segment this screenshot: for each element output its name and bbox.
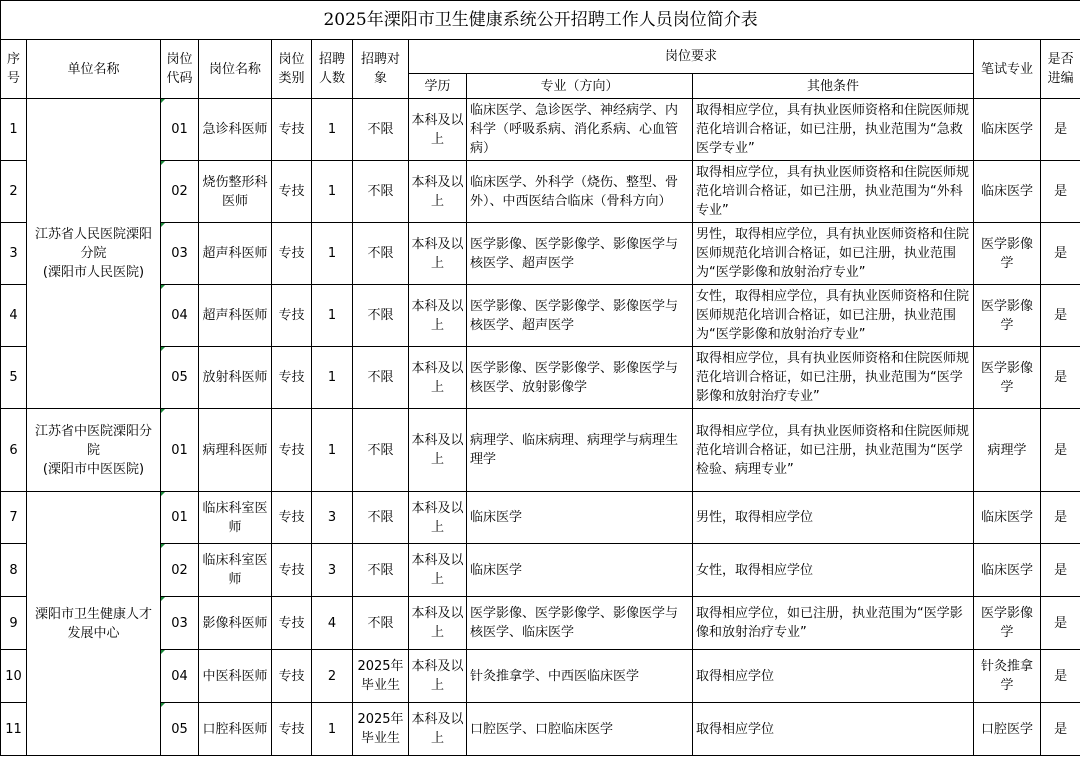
- cell-exam: 医学影像学: [974, 347, 1041, 409]
- cell-exam: 临床医学: [974, 544, 1041, 597]
- cell-target: 不限: [353, 223, 409, 285]
- cell-education: 本科及以上: [409, 223, 467, 285]
- cell-major: 医学影像、医学影像学、影像医学与核医学、超声医学: [467, 285, 693, 347]
- table-row: [1, 347, 1080, 409]
- cell-seq: 11: [1, 703, 27, 756]
- header-major: 专业（方向）: [467, 74, 693, 99]
- cell-seq: 1: [1, 99, 27, 161]
- table-row: [1, 650, 1080, 703]
- cell-interview: 是: [1041, 347, 1080, 409]
- cell-category: 专技: [272, 703, 312, 756]
- cell-count: 1: [312, 285, 353, 347]
- cell-count: 1: [312, 347, 353, 409]
- cell-category: 专技: [272, 409, 312, 492]
- cell-unit: 江苏省人民医院溧阳分院 (溧阳市人民医院): [27, 99, 161, 409]
- cell-category: 专技: [272, 99, 312, 161]
- cell-exam: 医学影像学: [974, 223, 1041, 285]
- cell-code: 05: [161, 347, 199, 409]
- cell-exam: 针灸推拿学: [974, 650, 1041, 703]
- cell-other: 取得相应学位，具有执业医师资格和住院医师规范化培训合格证，如已注册，执业范围为“医学影像和放射治疗专业”: [693, 347, 974, 409]
- cell-name: 放射科医师: [199, 347, 272, 409]
- header-seq: 序号: [1, 40, 27, 99]
- cell-category: 专技: [272, 544, 312, 597]
- cell-major: 临床医学: [467, 492, 693, 544]
- cell-major: 医学影像、医学影像学、影像医学与核医学、超声医学: [467, 223, 693, 285]
- cell-seq: 4: [1, 285, 27, 347]
- cell-education: 本科及以上: [409, 161, 467, 223]
- table-row: [1, 161, 1080, 223]
- table-row: [1, 409, 1080, 492]
- header-education: 学历: [409, 74, 467, 99]
- header-target: 招聘对象: [353, 40, 409, 99]
- cell-education: 本科及以上: [409, 409, 467, 492]
- cell-interview: 是: [1041, 99, 1080, 161]
- cell-interview: 是: [1041, 650, 1080, 703]
- table-row: [1, 99, 1080, 161]
- cell-count: 4: [312, 597, 353, 650]
- cell-count: 1: [312, 161, 353, 223]
- cell-seq: 10: [1, 650, 27, 703]
- cell-target: 不限: [353, 99, 409, 161]
- header-interview: 是否进编: [1041, 40, 1080, 99]
- cell-count: 1: [312, 223, 353, 285]
- cell-other: 取得相应学位，具有执业医师资格和住院医师规范化培训合格证，如已注册，执业范围为“医学检验、病理专业”: [693, 409, 974, 492]
- cell-code: 01: [161, 492, 199, 544]
- cell-name: 临床科室医师: [199, 544, 272, 597]
- cell-category: 专技: [272, 650, 312, 703]
- cell-major: 临床医学、外科学（烧伤、整型、骨外）、中西医结合临床（骨科方向）: [467, 161, 693, 223]
- cell-target: 2025年毕业生: [353, 650, 409, 703]
- cell-name: 超声科医师: [199, 223, 272, 285]
- cell-category: 专技: [272, 285, 312, 347]
- cell-interview: 是: [1041, 492, 1080, 544]
- cell-other: 男性，取得相应学位，具有执业医师资格和住院医师规范化培训合格证，如已注册，执业范围为“医学影像和放射治疗专业”: [693, 223, 974, 285]
- cell-count: 1: [312, 99, 353, 161]
- header-category: 岗位类别: [272, 40, 312, 99]
- cell-major: 临床医学: [467, 544, 693, 597]
- cell-code: 02: [161, 544, 199, 597]
- cell-unit: 溧阳市卫生健康人才发展中心: [27, 492, 161, 756]
- cell-name: 影像科医师: [199, 597, 272, 650]
- cell-unit: 江苏省中医院溧阳分院 (溧阳市中医医院): [27, 409, 161, 492]
- cell-seq: 8: [1, 544, 27, 597]
- cell-target: 不限: [353, 347, 409, 409]
- cell-target: 不限: [353, 161, 409, 223]
- cell-exam: 临床医学: [974, 492, 1041, 544]
- cell-code: 01: [161, 409, 199, 492]
- cell-seq: 9: [1, 597, 27, 650]
- cell-name: 中医科医师: [199, 650, 272, 703]
- cell-education: 本科及以上: [409, 703, 467, 756]
- cell-education: 本科及以上: [409, 99, 467, 161]
- cell-interview: 是: [1041, 161, 1080, 223]
- cell-category: 专技: [272, 223, 312, 285]
- cell-other: 女性，取得相应学位，具有执业医师资格和住院医师规范化培训合格证，如已注册，执业范围为“医学影像和放射治疗专业”: [693, 285, 974, 347]
- cell-category: 专技: [272, 492, 312, 544]
- cell-category: 专技: [272, 347, 312, 409]
- table-row: [1, 492, 1080, 544]
- cell-seq: 2: [1, 161, 27, 223]
- cell-name: 烧伤整形科医师: [199, 161, 272, 223]
- cell-other: 取得相应学位，如已注册，执业范围为“医学影像和放射治疗专业”: [693, 597, 974, 650]
- cell-name: 口腔科医师: [199, 703, 272, 756]
- cell-major: 医学影像、医学影像学、影像医学与核医学、临床医学: [467, 597, 693, 650]
- cell-education: 本科及以上: [409, 347, 467, 409]
- cell-code: 01: [161, 99, 199, 161]
- cell-target: 不限: [353, 544, 409, 597]
- cell-code: 02: [161, 161, 199, 223]
- cell-interview: 是: [1041, 544, 1080, 597]
- table-row: [1, 597, 1080, 650]
- cell-exam: 口腔医学: [974, 703, 1041, 756]
- table-title: 2025年溧阳市卫生健康系统公开招聘工作人员岗位简介表: [1, 1, 1080, 40]
- cell-major: 医学影像、医学影像学、影像医学与核医学、放射影像学: [467, 347, 693, 409]
- cell-code: 03: [161, 223, 199, 285]
- cell-interview: 是: [1041, 703, 1080, 756]
- table-row: [1, 223, 1080, 285]
- cell-major: 针灸推拿学、中西医临床医学: [467, 650, 693, 703]
- cell-name: 超声科医师: [199, 285, 272, 347]
- cell-count: 3: [312, 544, 353, 597]
- cell-other: 取得相应学位: [693, 703, 974, 756]
- header-name: 岗位名称: [199, 40, 272, 99]
- cell-name: 病理科医师: [199, 409, 272, 492]
- cell-name: 临床科室医师: [199, 492, 272, 544]
- cell-other: 男性，取得相应学位: [693, 492, 974, 544]
- header-unit: 单位名称: [27, 40, 161, 99]
- cell-exam: 临床医学: [974, 99, 1041, 161]
- cell-count: 3: [312, 492, 353, 544]
- cell-education: 本科及以上: [409, 544, 467, 597]
- cell-interview: 是: [1041, 597, 1080, 650]
- cell-target: 不限: [353, 409, 409, 492]
- cell-exam: 病理学: [974, 409, 1041, 492]
- cell-seq: 5: [1, 347, 27, 409]
- header-count: 招聘人数: [312, 40, 353, 99]
- cell-target: 2025年毕业生: [353, 703, 409, 756]
- cell-count: 2: [312, 650, 353, 703]
- table-row: [1, 544, 1080, 597]
- cell-seq: 3: [1, 223, 27, 285]
- cell-seq: 7: [1, 492, 27, 544]
- table-row: [1, 285, 1080, 347]
- table-row: [1, 703, 1080, 756]
- cell-interview: 是: [1041, 285, 1080, 347]
- cell-other: 女性，取得相应学位: [693, 544, 974, 597]
- cell-education: 本科及以上: [409, 285, 467, 347]
- cell-education: 本科及以上: [409, 650, 467, 703]
- cell-target: 不限: [353, 492, 409, 544]
- header-exam: 笔试专业: [974, 40, 1041, 99]
- cell-major: 临床医学、急诊医学、神经病学、内科学（呼吸系病、消化系病、心血管病）: [467, 99, 693, 161]
- cell-major: 病理学、临床病理、病理学与病理生理学: [467, 409, 693, 492]
- cell-other: 取得相应学位，具有执业医师资格和住院医师规范化培训合格证，如已注册，执业范围为“外科专业”: [693, 161, 974, 223]
- cell-other: 取得相应学位: [693, 650, 974, 703]
- header-code: 岗位代码: [161, 40, 199, 99]
- cell-education: 本科及以上: [409, 492, 467, 544]
- cell-interview: 是: [1041, 409, 1080, 492]
- cell-count: 1: [312, 703, 353, 756]
- cell-interview: 是: [1041, 223, 1080, 285]
- cell-other: 取得相应学位，具有执业医师资格和住院医师规范化培训合格证，如已注册，执业范围为“急救医学专业”: [693, 99, 974, 161]
- cell-category: 专技: [272, 597, 312, 650]
- header-other: 其他条件: [693, 74, 974, 99]
- cell-code: 03: [161, 597, 199, 650]
- cell-code: 04: [161, 650, 199, 703]
- cell-code: 04: [161, 285, 199, 347]
- cell-education: 本科及以上: [409, 597, 467, 650]
- cell-category: 专技: [272, 161, 312, 223]
- cell-exam: 医学影像学: [974, 597, 1041, 650]
- cell-seq: 6: [1, 409, 27, 492]
- cell-target: 不限: [353, 285, 409, 347]
- header-requirements: 岗位要求: [409, 40, 974, 74]
- cell-exam: 临床医学: [974, 161, 1041, 223]
- cell-exam: 医学影像学: [974, 285, 1041, 347]
- cell-count: 1: [312, 409, 353, 492]
- cell-major: 口腔医学、口腔临床医学: [467, 703, 693, 756]
- cell-code: 05: [161, 703, 199, 756]
- cell-target: 不限: [353, 597, 409, 650]
- cell-name: 急诊科医师: [199, 99, 272, 161]
